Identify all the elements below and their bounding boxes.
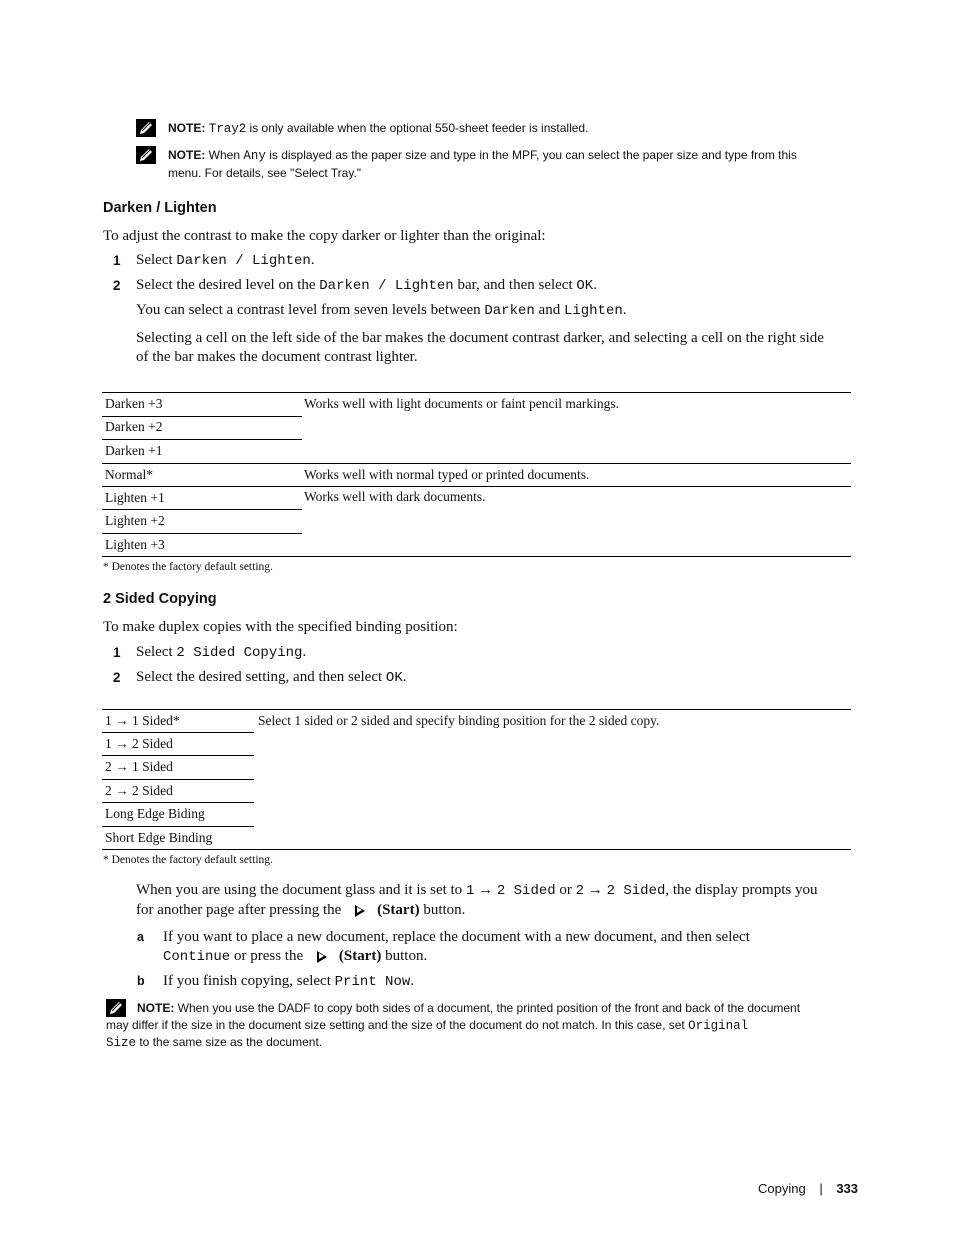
start-button-icon <box>355 905 365 917</box>
note-label: NOTE: <box>168 121 206 135</box>
substep-text: If you finish copying, select <box>163 973 335 989</box>
table-cell-desc: Works well with light documents or faint pencil markings. <box>304 396 619 411</box>
table-cell-label: Lighten +3 <box>105 537 165 552</box>
substep-b <box>137 972 415 991</box>
table-cell-label: Normal* <box>105 467 153 482</box>
table-cell-label: 1 → 1 Sided* <box>105 713 180 728</box>
darken-step-1 <box>113 251 315 271</box>
arrow-icon: → <box>587 882 603 898</box>
table-row <box>102 780 254 803</box>
note-pencil-icon <box>106 999 126 1017</box>
substep-text: button. <box>381 948 428 964</box>
table-row <box>102 464 302 487</box>
table-row <box>102 440 302 463</box>
para-text: and <box>534 302 564 318</box>
start-label: (Start) <box>338 948 382 964</box>
note-text: to the same size as the document. <box>136 1035 323 1049</box>
table-cell-desc: Select 1 sided or 2 sided and specify binding position for the 2 sided copy. <box>258 713 660 728</box>
page-footer <box>758 1181 858 1196</box>
para-text: , the display prompts you <box>665 882 818 898</box>
step-text: bar, and then select <box>453 277 577 293</box>
para-text: You can select a contrast level from seven levels between <box>136 302 485 318</box>
table-cell-label: 1 → 2 Sided <box>105 736 173 751</box>
para-text: . <box>622 302 627 318</box>
table-row <box>102 417 302 440</box>
para-code: Lighten <box>563 303 623 319</box>
note-code: Any <box>243 149 266 163</box>
section-heading-2-sided: 2 Sided Copying <box>103 591 217 607</box>
note-code: Size <box>106 1036 137 1050</box>
step-text: Select <box>136 644 177 660</box>
step-number: 2 <box>113 278 121 293</box>
note-code: Tray2 <box>208 122 247 136</box>
note-text: is only available when the optional 550-sheet feeder is installed. <box>246 121 589 135</box>
para-code: 1 <box>465 883 475 899</box>
step-text: . <box>593 277 597 293</box>
step-code: OK <box>576 278 594 294</box>
darken-step-2 <box>113 276 597 296</box>
footer-section: Copying <box>758 1181 806 1196</box>
step-text: Select the desired setting, and then select <box>136 669 386 685</box>
substep-code: Continue <box>163 949 231 965</box>
substep-a <box>137 928 750 965</box>
note-text: When you use the DADF to copy both sides of a document, the printed position of the front and back of the document <box>174 1001 801 1015</box>
para-text: of the bar makes the document contrast lighter. <box>136 349 418 365</box>
note-text-line2: menu. For details, see "Select Tray." <box>168 166 362 180</box>
note-pencil-icon <box>136 146 156 164</box>
step-code: OK <box>385 670 403 686</box>
note-text: When <box>205 148 244 162</box>
table-cell-label: Darken +2 <box>105 419 163 434</box>
duplex-step-2 <box>113 668 407 688</box>
step-text: Select the desired level on the <box>136 277 320 293</box>
darken-cell-para <box>136 329 824 367</box>
step-text: . <box>310 252 315 268</box>
table-row <box>102 393 302 417</box>
darken-table <box>102 392 851 557</box>
table-cell-label: Darken +1 <box>105 443 163 458</box>
step-number: 1 <box>113 253 121 268</box>
table-cell-desc: Works well with dark documents. <box>304 489 486 504</box>
para-text: button. <box>419 902 466 918</box>
table-row <box>102 710 254 733</box>
table-cell-label: Lighten +2 <box>105 513 165 528</box>
note-text: may differ if the size in the document size setting and the size of the document do not match. In this case, set <box>106 1018 689 1032</box>
para-code: 2 Sided <box>606 883 666 899</box>
para-code: Darken <box>484 303 535 319</box>
para-text: or <box>555 882 576 898</box>
substep-code: Print Now <box>334 974 411 990</box>
substep-text: or press the <box>230 948 304 964</box>
duplex-footnote: * Denotes the factory default setting. <box>103 854 273 866</box>
step-text: . <box>402 669 407 685</box>
footer-separator: | <box>819 1181 823 1196</box>
table-row <box>102 510 302 534</box>
para-code: 2 Sided <box>496 883 556 899</box>
table-row <box>102 733 254 756</box>
table-cell-label: Long Edge Biding <box>105 806 205 821</box>
substep-text: . <box>410 973 415 989</box>
note-label: NOTE: <box>168 148 206 162</box>
table-row <box>102 534 302 556</box>
substep-letter: b <box>137 974 145 988</box>
table-row <box>102 487 302 510</box>
substep-text: If you want to place a new document, replace the document with a new document, and then select <box>163 929 750 945</box>
step-code: 2 Sided Copying <box>176 645 303 661</box>
table-cell-label: Lighten +1 <box>105 490 165 505</box>
table-cell-label: Short Edge Binding <box>105 830 213 845</box>
table-cell-label: 2 → 1 Sided <box>105 759 173 774</box>
para-text: When you are using the document glass and it is set to <box>136 882 466 898</box>
duplex-table <box>102 709 851 850</box>
note-code: Original <box>688 1019 749 1033</box>
section-heading-darken: Darken / Lighten <box>103 200 217 216</box>
darken-footnote: * Denotes the factory default setting. <box>103 561 273 573</box>
arrow-icon: → <box>478 882 494 898</box>
darken-levels-para <box>136 301 627 321</box>
note-pencil-icon <box>136 119 156 137</box>
duplex-intro: To make duplex copies with the specified binding position: <box>103 619 458 635</box>
glass-para <box>136 881 817 920</box>
page-number: 333 <box>836 1181 859 1196</box>
step-code: Darken / Lighten <box>319 278 454 294</box>
para-text: Selecting a cell on the left side of the bar makes the document contrast darker, and selecting a cell on the right side <box>136 330 824 346</box>
table-row <box>102 803 254 827</box>
step-number: 2 <box>113 670 121 685</box>
table-row <box>102 827 254 849</box>
note-label: NOTE: <box>137 1001 175 1015</box>
table-row <box>102 756 254 780</box>
step-text: Select <box>136 252 177 268</box>
step-text: . <box>302 644 307 660</box>
table-cell-label: 2 → 2 Sided <box>105 783 173 798</box>
start-button-icon <box>317 951 327 963</box>
darken-intro: To adjust the contrast to make the copy darker or lighter than the original: <box>103 228 546 244</box>
table-cell-desc: Works well with normal typed or printed documents. <box>304 467 590 482</box>
duplex-step-1 <box>113 643 307 663</box>
para-text: for another page after pressing the <box>136 902 342 918</box>
substep-letter: a <box>137 930 144 944</box>
table-cell-label: Darken +3 <box>105 396 163 411</box>
step-number: 1 <box>113 645 121 660</box>
step-code: Darken / Lighten <box>176 253 311 269</box>
para-code: 2 <box>575 883 585 899</box>
note-text: is displayed as the paper size and type in the MPF, you can select the paper size and type from this <box>265 148 797 162</box>
start-label: (Start) <box>377 902 420 918</box>
